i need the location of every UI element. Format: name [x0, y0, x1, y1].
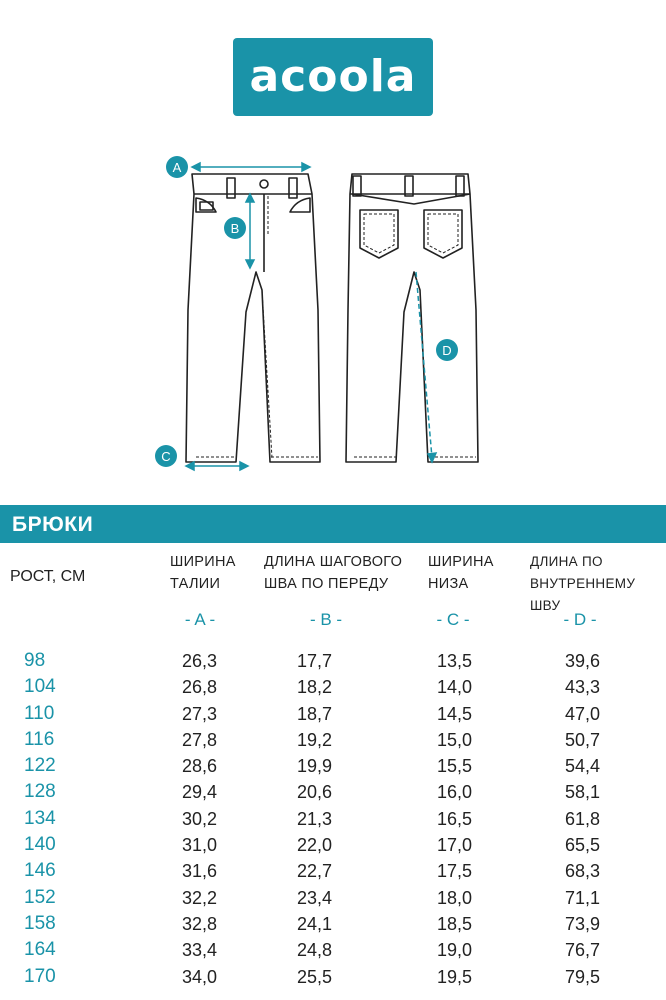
waist-width-value: 32,8: [182, 913, 218, 934]
hem-width-value: 17,0: [437, 835, 473, 856]
inseam-front-value: 18,2: [297, 677, 333, 698]
hem-width-value: 16,5: [437, 808, 473, 829]
table-row: [0, 858, 666, 884]
inseam-front-value: 22,7: [297, 861, 333, 882]
page-title: БРЮКИ: [12, 513, 94, 536]
svg-text:D: D: [442, 343, 452, 358]
inseam-front-value: 25,5: [297, 966, 333, 987]
brand-logo: [233, 38, 433, 116]
waist-width-value: 26,3: [182, 651, 218, 671]
hem-width-value: 18,5: [437, 913, 473, 934]
table-row: [0, 964, 666, 990]
letter-a: - A -: [184, 610, 216, 629]
table-row: [0, 911, 666, 937]
waist-width-value: 34,0: [182, 966, 218, 987]
inner-seam-header: ДЛИНА ПО ВНУТРЕННЕМУ ШВУ: [530, 554, 636, 613]
letter-b: - B -: [309, 610, 343, 629]
table-row: [0, 937, 666, 963]
brand-logo-text: acoola: [249, 51, 417, 102]
waist-width-value: 33,4: [182, 940, 218, 961]
inner-seam-value: 76,7: [565, 940, 601, 961]
inner-seam-value: 47,0: [565, 703, 601, 724]
hem-width-value: 18,0: [437, 887, 473, 908]
size-value: 158: [24, 912, 56, 934]
size-value: 140: [24, 834, 56, 856]
table-row: [0, 701, 666, 727]
waist-width-value: 29,4: [182, 782, 218, 803]
size-value: 164: [24, 939, 56, 961]
measure-marker-b: [224, 217, 246, 239]
hem-width-header: ШИРИНА НИЗА: [428, 554, 494, 592]
inseam-front-header: ДЛИНА ШАГОВОГО ШВА ПО ПЕРЕДУ: [264, 554, 403, 592]
trousers-sketch: [0, 140, 666, 480]
table-row: [0, 832, 666, 858]
size-value: 116: [24, 728, 55, 750]
size-value: 146: [24, 860, 56, 882]
inseam-front-value: 23,4: [297, 887, 333, 908]
table-row: [0, 648, 666, 674]
size-table: [0, 648, 666, 990]
waist-width-value: 27,3: [182, 703, 218, 724]
size-value: 134: [24, 807, 56, 829]
waist-width-value: 30,2: [182, 808, 218, 829]
waist-width-value: 32,2: [182, 887, 218, 908]
inner-seam-value: 39,6: [565, 651, 601, 671]
waist-width-value: 26,8: [182, 677, 218, 698]
size-value: 128: [24, 781, 56, 803]
inseam-front-value: 18,7: [297, 703, 333, 724]
hem-width-value: 15,5: [437, 756, 473, 777]
hem-width-value: 14,5: [437, 703, 473, 724]
inseam-front-value: 24,8: [297, 940, 333, 961]
inner-seam-value: 61,8: [565, 808, 601, 829]
size-value: 152: [24, 886, 56, 908]
hem-width-value: 19,0: [437, 940, 473, 961]
size-column-header: РОСТ, СМ: [10, 568, 86, 585]
inner-seam-value: 43,3: [565, 677, 601, 698]
measure-marker-c: [155, 445, 177, 467]
table-row: [0, 727, 666, 753]
letter-c: - C -: [436, 610, 470, 629]
inner-seam-value: 58,1: [565, 782, 601, 803]
hem-width-value: 14,0: [437, 677, 473, 698]
measure-marker-d: [436, 339, 458, 361]
waist-width-header: ШИРИНА ТАЛИИ: [170, 554, 236, 592]
inseam-front-value: 17,7: [297, 651, 333, 671]
inseam-front-value: 21,3: [297, 808, 333, 829]
waist-width-value: 27,8: [182, 729, 218, 750]
inner-seam-value: 50,7: [565, 729, 601, 750]
hem-width-value: 16,0: [437, 782, 473, 803]
letter-d: - D -: [563, 610, 597, 629]
svg-text:C: C: [161, 449, 171, 464]
hem-width-value: 13,5: [437, 651, 473, 671]
svg-text:B: B: [230, 221, 240, 236]
title-band: [0, 505, 666, 543]
hem-width-value: 17,5: [437, 861, 473, 882]
size-value: 170: [24, 965, 56, 987]
inner-seam-value: 71,1: [565, 887, 601, 908]
table-row: [0, 885, 666, 911]
waist-width-value: 31,6: [182, 861, 218, 882]
hem-width-value: 19,5: [437, 966, 473, 987]
inner-seam-value: 79,5: [565, 966, 601, 987]
inner-seam-value: 54,4: [565, 756, 601, 777]
size-value: 122: [24, 755, 56, 777]
waist-width-value: 28,6: [182, 756, 218, 777]
inseam-front-value: 19,9: [297, 756, 333, 777]
inseam-front-value: 22,0: [297, 835, 333, 856]
inseam-front-value: 19,2: [297, 729, 333, 750]
inner-seam-value: 68,3: [565, 861, 601, 882]
measure-marker-a: [166, 156, 188, 178]
inner-seam-value: 73,9: [565, 913, 601, 934]
hem-width-value: 15,0: [437, 729, 473, 750]
size-value: 110: [24, 702, 55, 724]
inseam-front-value: 20,6: [297, 782, 333, 803]
table-row: [0, 674, 666, 700]
inseam-front-value: 24,1: [297, 913, 333, 934]
table-row: [0, 779, 666, 805]
inner-seam-value: 65,5: [565, 835, 601, 856]
svg-text:A: A: [172, 160, 182, 175]
size-value: 104: [24, 676, 56, 698]
waist-width-value: 31,0: [182, 835, 218, 856]
table-row: [0, 806, 666, 832]
table-row: [0, 753, 666, 779]
size-value: 98: [24, 650, 46, 671]
